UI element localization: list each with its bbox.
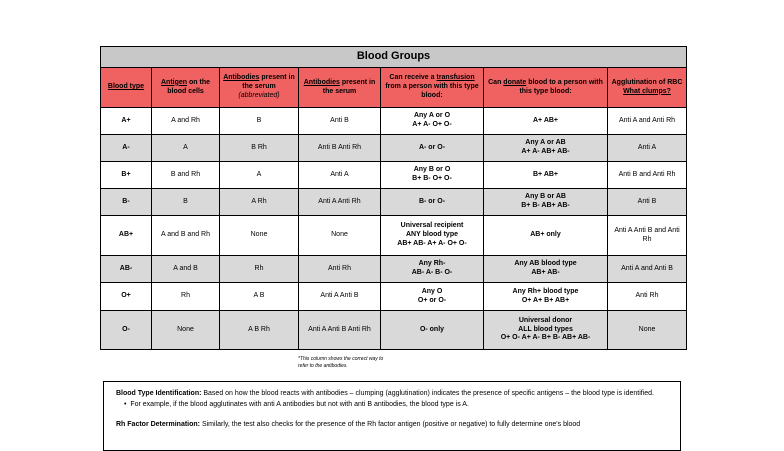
cell-agglut: Anti A and Anti B — [608, 256, 687, 283]
cell-type: B- — [101, 189, 152, 216]
cell-ab-short: A — [220, 162, 299, 189]
header-can-receive: Can receive a transfusion from a person with this type blood: — [381, 68, 484, 108]
cell-receive: Any O O+ or O- — [381, 283, 484, 311]
cell-antigen: A — [152, 135, 220, 162]
cell-type: B+ — [101, 162, 152, 189]
cell-type: O- — [101, 311, 152, 350]
cell-ab-full: Anti A Anti Rh — [299, 189, 381, 216]
table-row — [101, 135, 687, 162]
cell-ab-full: None — [299, 216, 381, 256]
cell-antigen: B — [152, 189, 220, 216]
table-row — [101, 311, 687, 350]
cell-agglut: Anti A Anti B and Anti Rh — [608, 216, 687, 256]
cell-donate: A+ AB+ — [484, 108, 608, 135]
cell-donate: AB+ only — [484, 216, 608, 256]
header-antibodies-abbrev: Antibodies present in the serum (abbreviated) — [220, 68, 299, 108]
header-row — [101, 68, 687, 108]
info-paragraph-rh: Rh Factor Determination: Similarly, the test also checks for the presence of the Rh factor antigen (positive or negative) to fully determine one's blood — [116, 420, 581, 428]
cell-donate: Any A or AB A+ A- AB+ AB- — [484, 135, 608, 162]
table-row — [101, 256, 687, 283]
header-blood-type: Blood type — [101, 68, 152, 108]
cell-type: A- — [101, 135, 152, 162]
table-row — [101, 162, 687, 189]
cell-agglut: Anti Rh — [608, 283, 687, 311]
header-can-donate: Can donate blood to a person with this type blood: — [484, 68, 608, 108]
cell-ab-short: Rh — [220, 256, 299, 283]
cell-donate: Any AB blood type AB+ AB- — [484, 256, 608, 283]
cell-antigen: A and B — [152, 256, 220, 283]
header-agglutination: Agglutination of RBC What clumps? — [608, 68, 687, 108]
cell-receive: Any B or O B+ B- O+ O- — [381, 162, 484, 189]
cell-type: A+ — [101, 108, 152, 135]
cell-ab-short: B — [220, 108, 299, 135]
cell-donate: Any Rh+ blood type O+ A+ B+ AB+ — [484, 283, 608, 311]
cell-donate: B+ AB+ — [484, 162, 608, 189]
cell-type: AB+ — [101, 216, 152, 256]
cell-agglut: Anti A — [608, 135, 687, 162]
cell-agglut: Anti A and Anti Rh — [608, 108, 687, 135]
header-antibodies-full: Antibodies present in the serum — [299, 68, 381, 108]
table-row — [101, 189, 687, 216]
blood-groups-table — [100, 46, 687, 350]
table-row — [101, 216, 687, 256]
blood-groups-table-container — [100, 46, 686, 350]
cell-ab-full: Anti A Anti B — [299, 283, 381, 311]
cell-ab-full: Anti Rh — [299, 256, 381, 283]
table-title: Blood Groups — [101, 47, 687, 68]
cell-type: AB- — [101, 256, 152, 283]
cell-receive: Any Rh- AB- A- B- O- — [381, 256, 484, 283]
table-row — [101, 283, 687, 311]
cell-agglut: Anti B — [608, 189, 687, 216]
cell-ab-short: A B — [220, 283, 299, 311]
cell-ab-short: B Rh — [220, 135, 299, 162]
cell-ab-full: Anti B — [299, 108, 381, 135]
table-row — [101, 108, 687, 135]
cell-antigen: A and Rh — [152, 108, 220, 135]
cell-ab-full: Anti A — [299, 162, 381, 189]
cell-ab-short: None — [220, 216, 299, 256]
cell-receive: Universal recipient ANY blood type AB+ AB- A+ A- O+ O- — [381, 216, 484, 256]
cell-ab-full: Anti B Anti Rh — [299, 135, 381, 162]
header-antigen: Antigen on the blood cells — [152, 68, 220, 108]
cell-receive: O- only — [381, 311, 484, 350]
cell-receive: Any A or O A+ A- O+ O- — [381, 108, 484, 135]
cell-antigen: B and Rh — [152, 162, 220, 189]
cell-agglut: None — [608, 311, 687, 350]
cell-donate: Universal donor ALL blood types O+ O- A+ A- B+ B- AB+ AB- — [484, 311, 608, 350]
cell-ab-short: A B Rh — [220, 311, 299, 350]
cell-donate: Any B or AB B+ B- AB+ AB- — [484, 189, 608, 216]
cell-receive: A- or O- — [381, 135, 484, 162]
info-bullet: • For example, if the blood agglutinates with anti A antibodies but not with anti B antibodies, the blood type is A. — [124, 401, 469, 409]
cell-antigen: Rh — [152, 283, 220, 311]
cell-ab-short: A Rh — [220, 189, 299, 216]
cell-antigen: A and B and Rh — [152, 216, 220, 256]
info-paragraph-identification: Blood Type Identification: Based on how the blood reacts with antibodies – clumping (agglutination) indicates the presence of specific antigens – the blood type is identified. — [116, 390, 654, 397]
cell-antigen: None — [152, 311, 220, 350]
cell-ab-full: Anti A Anti B Anti Rh — [299, 311, 381, 350]
cell-agglut: Anti B and Anti Rh — [608, 162, 687, 189]
cell-receive: B- or O- — [381, 189, 484, 216]
column-footnote: *This column shows the correct way to refer to the antibodies. — [298, 356, 384, 369]
cell-type: O+ — [101, 283, 152, 311]
